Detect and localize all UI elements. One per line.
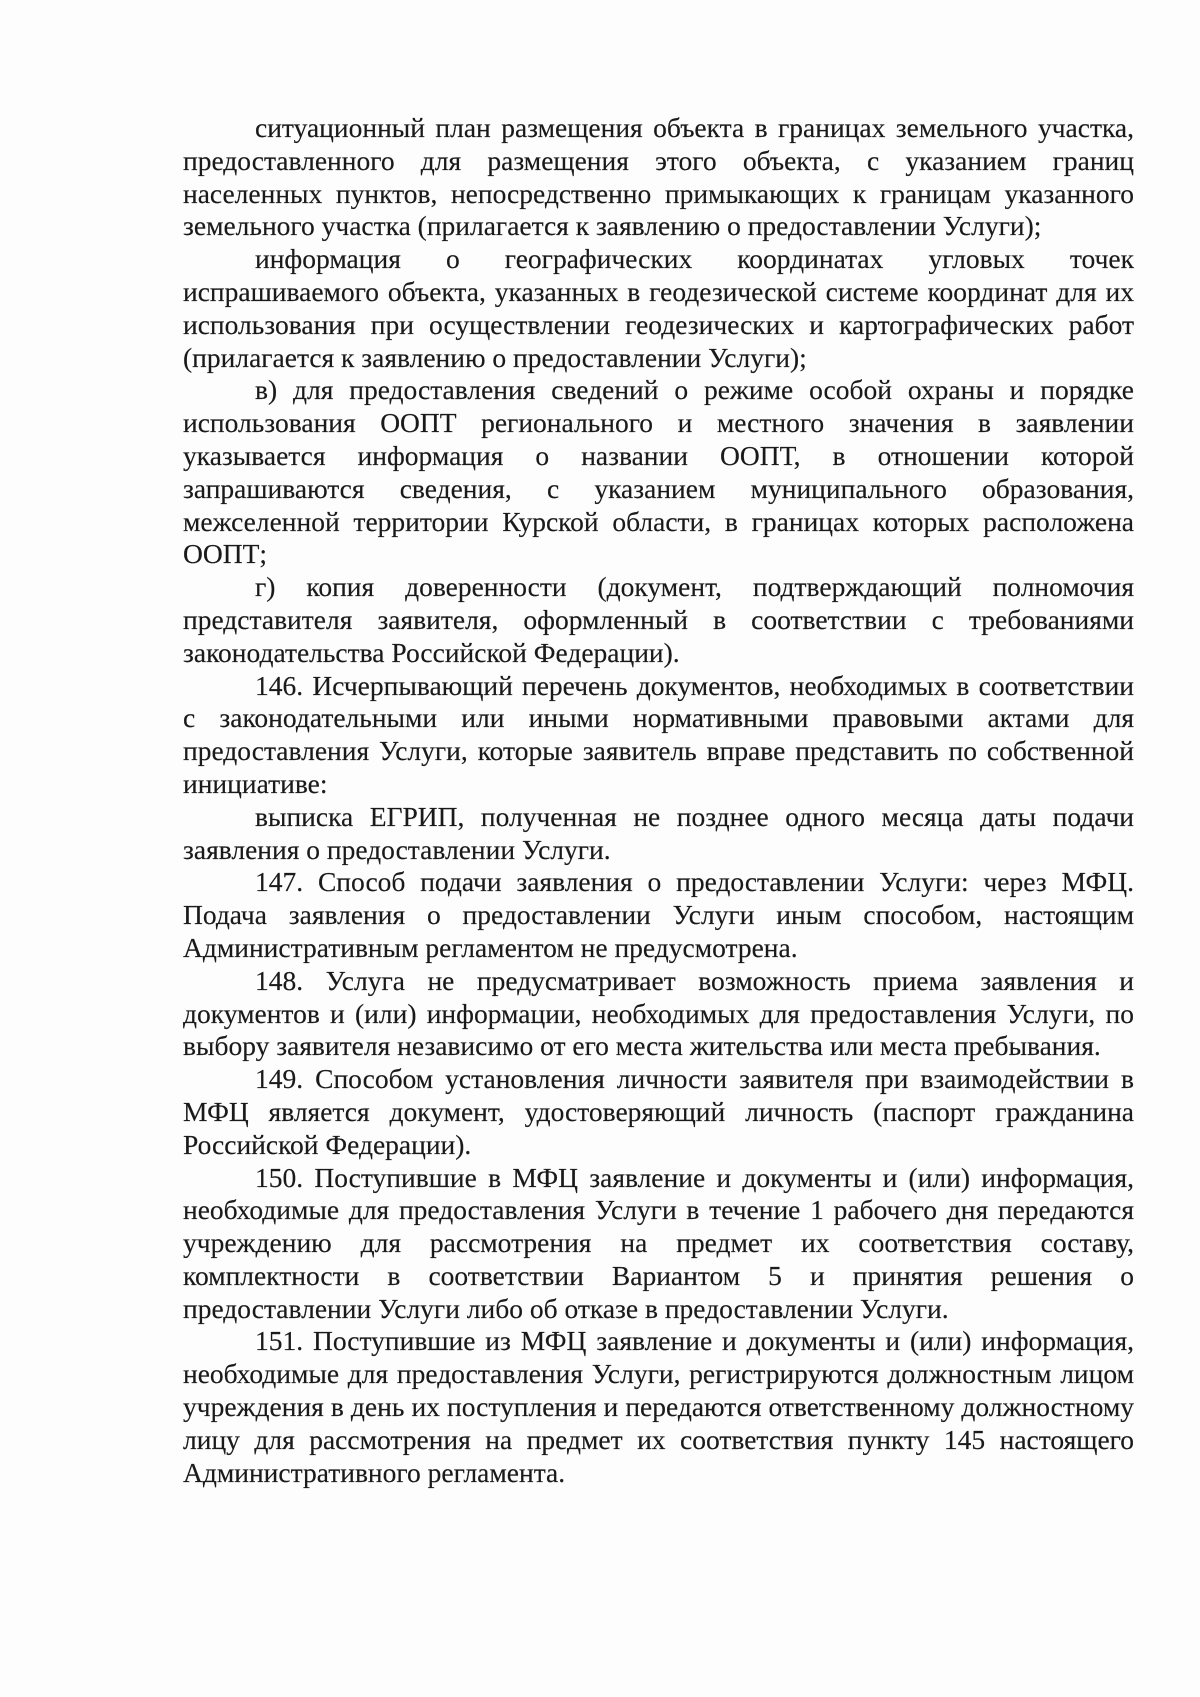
paragraph-147: 147. Способ подачи заявления о предоставлении Услуги: через МФЦ. Подача заявления о предоставлении Услуги иным способом, настоящим Административным регламентом не предусмотрена. — [183, 866, 1134, 963]
paragraph-151: 151. Поступившие из МФЦ заявление и документы и (или) информация, необходимые для предоставления Услуги, регистрируются должностным лицом учреждения в день их поступления и передаются ответственному должностному лицу для рассмотрения на предмет их соответствия пункту 145 настоящего Административного регламента. — [183, 1325, 1134, 1488]
paragraph-egrip-extract: выписка ЕГРИП, полученная не позднее одного месяца даты подачи заявления о предоставлении Услуги. — [183, 800, 1134, 865]
paragraph-coordinates: информация о географических координатах угловых точек испрашиваемого объекта, указанных в геодезической системе координат для их использования при осуществлении геодезических и картографических работ (прилагается к заявлению о предоставлении Услуги); — [183, 243, 1134, 373]
paragraph-item-g: г) копия доверенности (документ, подтверждающий полномочия представителя заявителя, оформленный в соответствии с требованиями законодательства Российской Федерации). — [183, 571, 1134, 668]
paragraph-150: 150. Поступившие в МФЦ заявление и документы и (или) информация, необходимые для предоставления Услуги в течение 1 рабочего дня передаются учреждению для рассмотрения на предмет их соответствия составу, комплектности в соответствии Вариантом 5 и принятия решения о предоставлении Услуги либо об отказе в предоставлении Услуги. — [183, 1161, 1134, 1324]
paragraph-148: 148. Услуга не предусматривает возможность приема заявления и документов и (или) информации, необходимых для предоставления Услуги, по выбору заявителя независимо от его места жительства или места пребывания. — [183, 964, 1134, 1062]
paragraph-149: 149. Способом установления личности заявителя при взаимодействии в МФЦ является документ, удостоверяющий личность (паспорт гражданина Российской Федерации). — [183, 1063, 1134, 1160]
paragraph-146: 146. Исчерпывающий перечень документов, необходимых в соответствии с законодательными или иными нормативными правовыми актами для предоставления Услуги, которые заявитель вправе представить по собственной инициативе: — [183, 669, 1134, 799]
paragraph-situational-plan: ситуационный план размещения объекта в границах земельного участка, предоставленного для размещения этого объекта, с указанием границ населенных пунктов, непосредственно примыкающих к границам указанного земельного участка (прилагается к заявлению о предоставлении Услуги); — [183, 112, 1134, 242]
paragraph-item-v: в) для предоставления сведений о режиме особой охраны и порядке использования ООПТ регионального и местного значения в заявлении указывается информация о названии ООПТ, в отношении которой запрашиваются сведения, с указанием муниципального образования, межселенной территории Курской области, в границах которых расположена ООПТ; — [183, 374, 1134, 570]
document-body — [183, 112, 1134, 1489]
